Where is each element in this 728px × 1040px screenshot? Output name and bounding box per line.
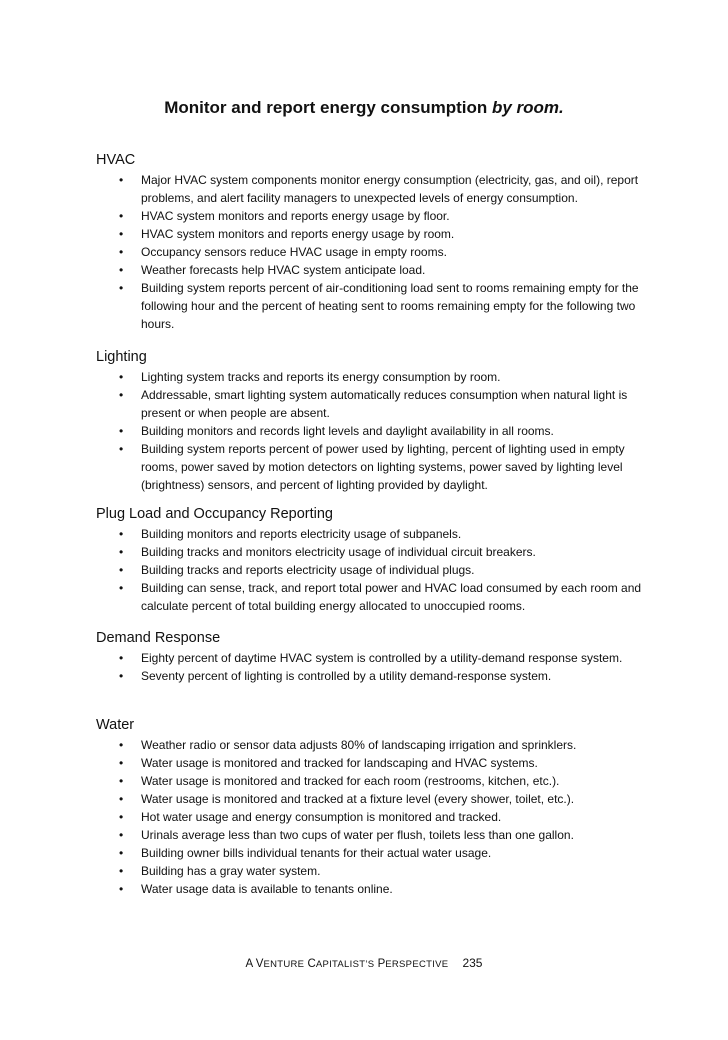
- bullet-icon: •: [119, 792, 124, 806]
- section-hvac: [96, 152, 656, 333]
- list-item: • Water usage is monitored and tracked for landscaping and HVAC systems.: [119, 756, 538, 770]
- list-item: • Building system reports percent of air-conditioning load sent to rooms remaining empty for the following hour and the percent of heating sent to rooms remaining empty for the following two hours.: [119, 281, 639, 331]
- bullet-icon: •: [119, 882, 124, 896]
- section-heading: Lighting: [96, 349, 147, 365]
- bullet-list: [96, 736, 656, 898]
- bullet-icon: •: [119, 563, 124, 577]
- title-main: Monitor and report energy consumption: [164, 98, 492, 117]
- bullet-icon: •: [119, 424, 124, 438]
- list-item: • Water usage is monitored and tracked at a fixture level (every shower, toilet, etc.).: [119, 792, 575, 806]
- list-item: • Building tracks and reports electricity usage of individual plugs.: [119, 563, 475, 577]
- section-demand-response: [96, 630, 656, 685]
- page-footer: [0, 956, 728, 970]
- list-item: • Eighty percent of daytime HVAC system is controlled by a utility-demand response system.: [119, 651, 623, 665]
- bullet-icon: •: [119, 281, 124, 295]
- bullet-icon: •: [119, 738, 124, 752]
- section-heading: Water: [96, 717, 135, 733]
- bullet-list: [96, 171, 656, 333]
- bullet-icon: •: [119, 756, 124, 770]
- list-item: • Urinals average less than two cups of water per flush, toilets less than one gallon.: [119, 828, 574, 842]
- bullet-icon: •: [119, 828, 124, 842]
- section-lighting: [96, 349, 656, 494]
- bullet-icon: •: [119, 651, 124, 665]
- list-item: • Weather forecasts help HVAC system anticipate load.: [119, 263, 426, 277]
- section-heading: Plug Load and Occupancy Reporting: [96, 506, 333, 522]
- bullet-icon: •: [119, 846, 124, 860]
- list-item: • Building system reports percent of power used by lighting, percent of lighting used in empty rooms, power saved by motion detectors on lighting systems, power saved by lighting level (brightness) sensors, and percent of lighting provided by daylight.: [119, 442, 625, 492]
- list-item: • Building can sense, track, and report total power and HVAC load consumed by each room and calculate percent of total building energy allocated to unoccupied rooms.: [119, 581, 642, 613]
- list-item: • Hot water usage and energy consumption is monitored and tracked.: [119, 810, 502, 824]
- list-item: • Building monitors and records light levels and daylight availability in all rooms.: [119, 424, 554, 438]
- bullet-icon: •: [119, 810, 124, 824]
- bullet-icon: •: [119, 581, 124, 595]
- bullet-icon: •: [119, 227, 124, 241]
- section-heading: HVAC: [96, 152, 136, 168]
- list-item: • Major HVAC system components monitor energy consumption (electricity, gas, and oil), report problems, and alert facility managers to unexpected levels of energy consumption.: [119, 173, 639, 205]
- bullet-icon: •: [119, 209, 124, 223]
- page-title: [0, 98, 728, 118]
- bullet-icon: •: [119, 527, 124, 541]
- list-item: • Seventy percent of lighting is controlled by a utility demand-response system.: [119, 669, 552, 683]
- list-item: • HVAC system monitors and reports energy usage by room.: [119, 227, 455, 241]
- section-plug-load: [96, 506, 656, 615]
- bullet-icon: •: [119, 173, 124, 187]
- bullet-icon: •: [119, 263, 124, 277]
- list-item: • Water usage data is available to tenants online.: [119, 882, 393, 896]
- title-emphasis: by room.: [491, 98, 564, 117]
- list-item: • Building owner bills individual tenants for their actual water usage.: [119, 846, 492, 860]
- bullet-icon: •: [119, 774, 124, 788]
- list-item: • Water usage is monitored and tracked for each room (restrooms, kitchen, etc.).: [119, 774, 560, 788]
- list-item: • Building has a gray water system.: [119, 864, 321, 878]
- bullet-icon: •: [119, 370, 124, 384]
- list-item: • HVAC system monitors and reports energy usage by floor.: [119, 209, 450, 223]
- running-head: A VENTURE CAPITALIST’S PERSPECTIVE: [245, 958, 449, 970]
- bullet-list: [96, 649, 656, 685]
- list-item: • Occupancy sensors reduce HVAC usage in empty rooms.: [119, 245, 447, 259]
- bullet-icon: •: [119, 442, 124, 456]
- section-heading: Demand Response: [96, 630, 221, 646]
- list-item: • Addressable, smart lighting system automatically reduces consumption when natural light is present or when people are absent.: [119, 388, 628, 420]
- bullet-list: [96, 368, 656, 494]
- bullet-icon: •: [119, 545, 124, 559]
- bullet-icon: •: [119, 245, 124, 259]
- bullet-icon: •: [119, 388, 124, 402]
- list-item: • Building tracks and monitors electricity usage of individual circuit breakers.: [119, 545, 536, 559]
- bullet-list: [96, 525, 656, 615]
- list-item: • Weather radio or sensor data adjusts 80% of landscaping irrigation and sprinklers.: [119, 738, 577, 752]
- list-item: • Lighting system tracks and reports its energy consumption by room.: [119, 370, 501, 384]
- bullet-icon: •: [119, 864, 124, 878]
- section-water: [96, 717, 656, 898]
- page-number: 235: [462, 956, 483, 970]
- list-item: • Building monitors and reports electricity usage of subpanels.: [119, 527, 462, 541]
- bullet-icon: •: [119, 669, 124, 683]
